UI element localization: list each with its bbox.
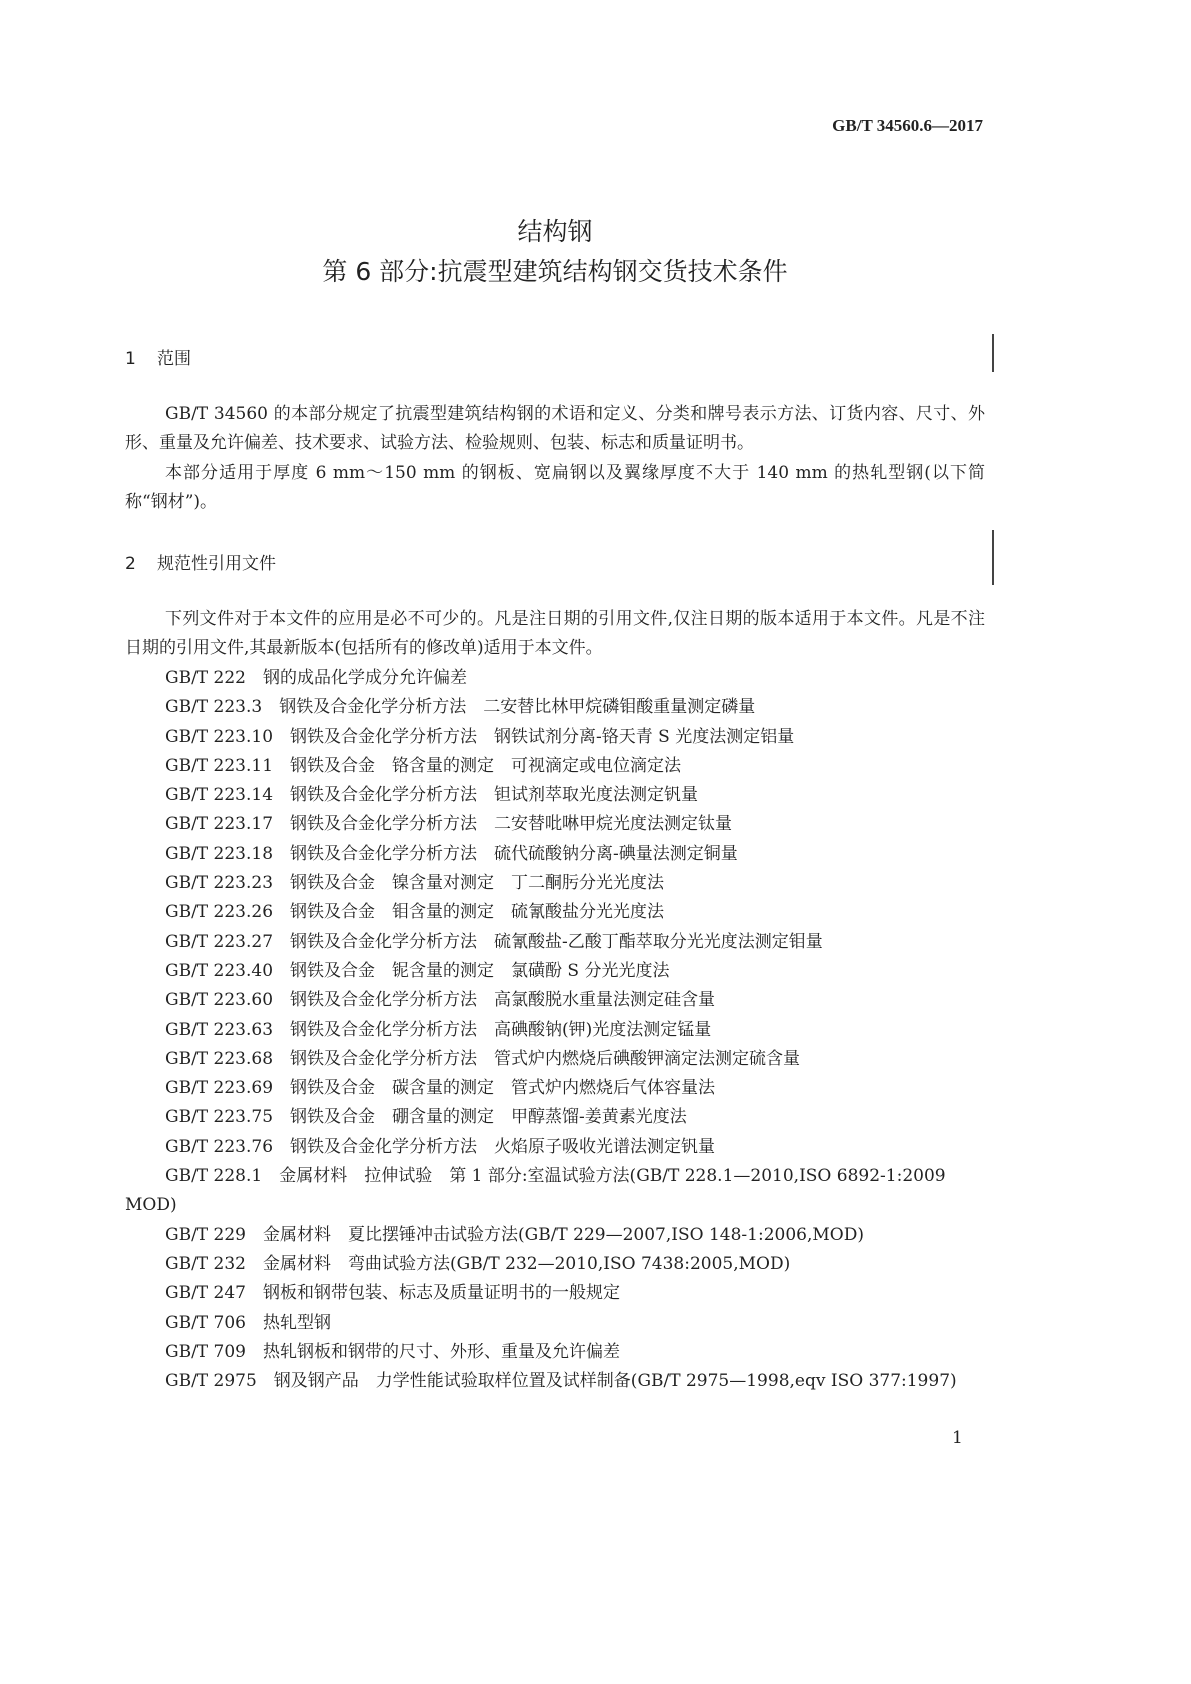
reference-item: GB/T 247 钢板和钢带包装、标志及质量证明书的一般规定 [165,1283,620,1304]
section-2-heading [125,549,276,574]
page-number: 1 [952,1428,963,1448]
document-title: 结构钢 [517,217,593,246]
standard-number-header: GB/T 34560.6—2017 [832,116,983,135]
reference-item: GB/T 223.63 钢铁及合金化学分析方法 高碘酸钠(钾)光度法测定锰量 [165,1019,712,1040]
reference-list [125,664,985,1396]
reference-item: GB/T 706 热轧型钢 [165,1312,331,1333]
reference-item: GB/T 223.10 钢铁及合金化学分析方法 钢铁试剂分离-铬天青 S 光度法测定铝量 [165,726,795,747]
change-bar [992,334,994,372]
reference-item: GB/T 223.3 钢铁及合金化学分析方法 二安替比林甲烷磷钼酸重量测定磷量 [165,697,756,718]
reference-item: GB/T 709 热轧钢板和钢带的尺寸、外形、重量及允许偏差 [165,1341,620,1362]
reference-item: GB/T 2975 钢及钢产品 力学性能试验取样位置及试样制备(GB/T 2975—1998,eqv ISO 377:1997) [165,1371,957,1392]
section-title: 范围 [157,349,191,369]
section-title: 规范性引用文件 [157,554,276,574]
reference-item: GB/T 223.17 钢铁及合金化学分析方法 二安替吡啉甲烷光度法测定钛量 [165,814,733,835]
section-1-heading [125,344,191,369]
reference-item: GB/T 222 钢的成品化学成分允许偏差 [165,668,467,688]
section-number: 1 [125,349,136,369]
section-number: 2 [125,554,136,574]
normative-references-intro: 下列文件对于本文件的应用是必不可少的。凡是注日期的引用文件,仅注日期的版本适用于本文件。凡是不注日期的引用文件,其最新版本(包括所有的修改单)适用于本文件。 [125,609,985,659]
reference-item: GB/T 223.14 钢铁及合金化学分析方法 钽试剂萃取光度法测定钒量 [165,785,699,806]
change-bar [992,530,994,585]
scope-paragraph-1: GB/T 34560 的本部分规定了抗震型建筑结构钢的术语和定义、分类和牌号表示方法、订货内容、尺寸、外形、重量及允许偏差、技术要求、试验方法、检验规则、包装、标志和质量证明书。 [125,404,985,454]
reference-item: GB/T 223.76 钢铁及合金化学分析方法 火焰原子吸收光谱法测定钒量 [165,1136,716,1157]
reference-item: GB/T 223.11 钢铁及合金 铬含量的测定 可视滴定或电位滴定法 [165,755,682,776]
reference-item: GB/T 223.69 钢铁及合金 碳含量的测定 管式炉内燃烧后气体容量法 [165,1078,716,1099]
scope-paragraph-2: 本部分适用于厚度 6 mm～150 mm 的钢板、宽扁钢以及翼缘厚度不大于 140 mm 的热轧型钢(以下简称“钢材”)。 [125,463,985,513]
reference-item: GB/T 223.23 钢铁及合金 镍含量对测定 丁二酮肟分光光度法 [165,873,665,894]
reference-item: GB/T 223.26 钢铁及合金 钼含量的测定 硫氰酸盐分光光度法 [165,902,665,923]
reference-item: GB/T 223.27 钢铁及合金化学分析方法 硫氰酸盐-乙酸丁酯萃取分光光度法测定钼量 [165,931,823,952]
reference-item: GB/T 223.60 钢铁及合金化学分析方法 高氯酸脱水重量法测定硅含量 [165,990,716,1011]
reference-item: GB/T 223.75 钢铁及合金 硼含量的测定 甲醇蒸馏-姜黄素光度法 [165,1107,687,1128]
reference-item: GB/T 228.1 金属材料 拉伸试验 第 1 部分:室温试验方法(GB/T 228.1—2010,ISO 6892-1:2009 MOD) [125,1166,951,1216]
reference-item: GB/T 223.18 钢铁及合金化学分析方法 硫代硫酸钠分离-碘量法测定铜量 [165,843,738,864]
reference-item: GB/T 223.68 钢铁及合金化学分析方法 管式炉内燃烧后碘酸钾滴定法测定硫含量 [165,1048,801,1069]
reference-item: GB/T 232 金属材料 弯曲试验方法(GB/T 232—2010,ISO 7438:2005,MOD) [165,1253,791,1274]
reference-item: GB/T 223.40 钢铁及合金 铌含量的测定 氯磺酚 S 分光光度法 [165,960,670,981]
reference-item: GB/T 229 金属材料 夏比摆锤冲击试验方法(GB/T 229—2007,ISO 148-1:2006,MOD) [165,1224,864,1245]
document-subtitle: 第 6 部分:抗震型建筑结构钢交货技术条件 [322,257,788,286]
